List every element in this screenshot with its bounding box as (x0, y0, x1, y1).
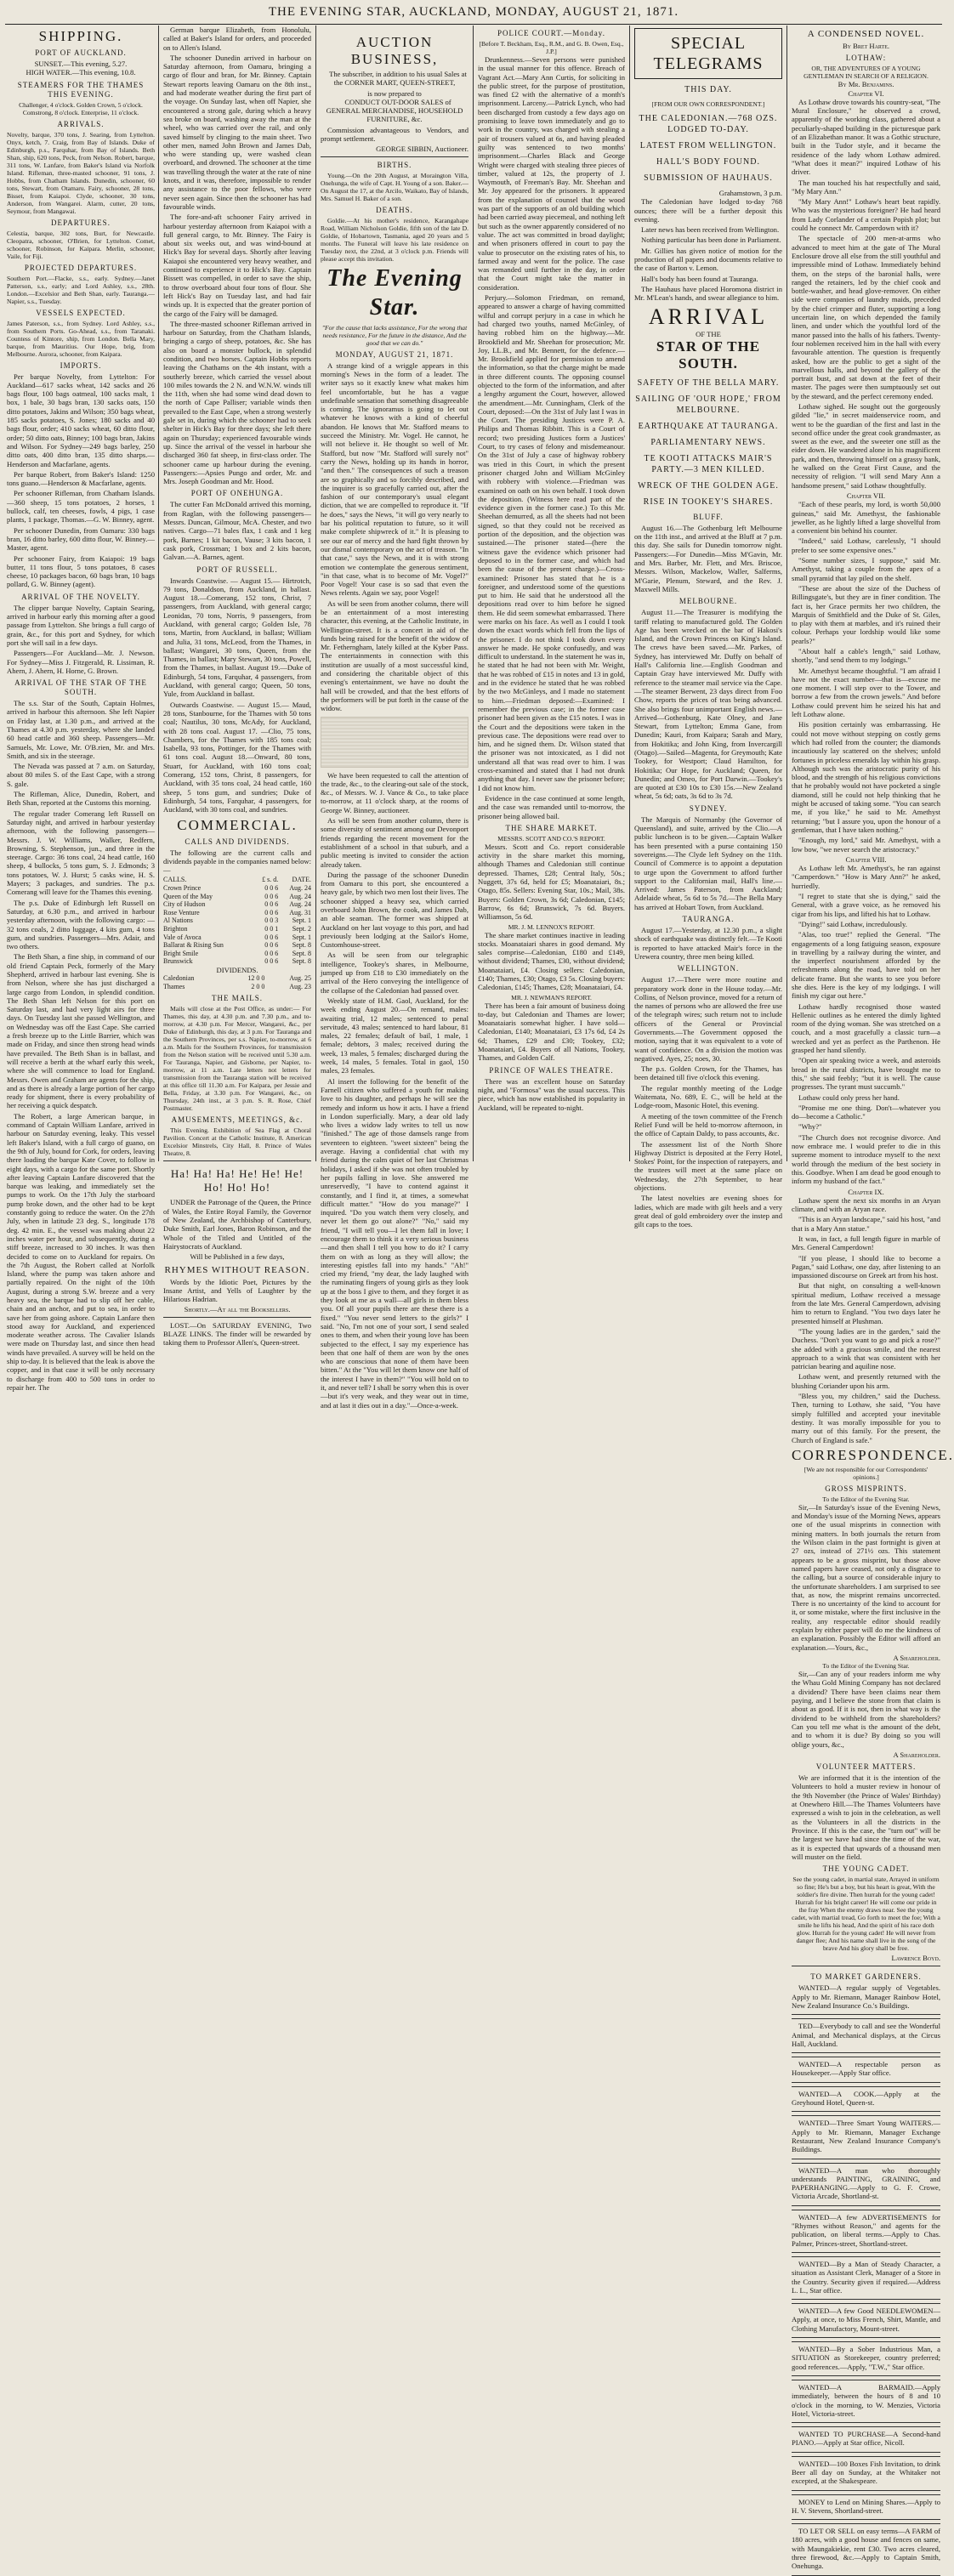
auction-advertisement (321, 29, 468, 157)
tauranga-heading: TAURANGA. (682, 915, 735, 924)
novel-text: Mr. Amethyst became thoughtful. "I am afraid I have not the exact number—that is—excuse me one moment. I will step over to the Tower, and borrow a few from the crown jewels." And before Lothaw could prevent him he seized his hat and left Lothaw alone. (792, 666, 940, 719)
theatre-heading: PRINCE OF WALES THEATRE. (489, 1065, 614, 1075)
telegram-text: The Marquis of Normanby (the Governor of Queensland), and suite, arrived by the Clio.—A public luncheon is to be given.—Captain Walker has been presented with a purse containing 150 sovereigns.—The Clyde left Sydney on the 11th. Council of Commerce is to appoint a deputation to urge upon the Government to afford further support to the Californian mail, Hall's line.—Arrived: James Paterson, from Auckland; Adelaide wheat, 5s 6d to 5s 7d.—The Bella Mary has arrived at Hobart Town, from Auckland. (634, 814, 782, 911)
imports-text: Per barque Novelty, from Lyttelton: For Auckland—617 sacks wheat, 142 sacks and 26 bags flour, 100 bags oatmeal, 100 sacks malt, 1 box, 1 bale, 30 bags bran, 130 sacks oats, 150 ditto potatoes, Jakins and Wilson; 350 bags wheat, 185 sacks potatoes, S. Jones; 180 sacks and 40 bags flour, order; 410 sacks wheat, 60 ditto flour, order; 50 ditto oats, Binney; 100 bags bran, Jakins and Wilson. For Sydney—249 bags barley, 250 ditto oats, 400 ditto bran, 135 ditto sharps.—Henderson and Macfarlane, agents. (7, 372, 155, 468)
deaths-text: Goldie.—At his mother's residence, Karangahape Road, William Nicholson Goldie, fifth son of the late D. Goldie, of Hobartown, Tasmania, aged 20 years and 5 months. The Funeral will leave his late residence on Tuesday next, the 22nd, at 3 o'clock p.m. Friends will please accept this invitation. (321, 216, 468, 263)
publish-line: Will be Published in a few days, (190, 1252, 285, 1262)
calls-table (163, 876, 311, 966)
booksellers-line: Shortly.—At all the Booksellers. (184, 1305, 291, 1314)
novel-text: "I regret to state that she is dying," said the General, with a grave voice, as he removed his cigar from his lips, and lifted his hat to Lothaw. (792, 892, 940, 918)
table-cell: Sept. 8 (292, 957, 311, 966)
novel-text: It was, in fact, a full length figure in marble of Mrs. General Camperdown! (792, 1234, 940, 1252)
police-heading: POLICE COURT.—Monday. (497, 29, 605, 37)
novel-text: "About half a cable's length," said Lothaw, shortly, "and send them to my lodgings." (792, 647, 940, 665)
blurred-print-area (321, 717, 468, 768)
expected-list: James Paterson, s.s., from Sydney. Lord Ashley, s.s., from Southern Ports. Go-Ahead, s.s., from Taranaki. Countess of Kintore, ship, from London. Bella Mary, barque, from Mauritius. Our Hope, brig, from Melbourne. Aurora, schooner, from Kaipara. (7, 319, 155, 358)
column-divider (158, 26, 159, 1161)
lennox-heading: MR. J. M. LENNOX'S REPORT. (508, 922, 595, 931)
article-text: Outwards Coastwise. — August 15.— Maud, 28 tons, Stanbourne, for the Thames with 50 tons coal; Nautilus, 30 tons, McAdy, for Auckland, with 28 tons coal. August 17. —Clio, 75 tons, Chambers, for the Thames with 185 tons coal; Isabella, 93 tons, Pottinger, for the Thames with 61 tons coal. August 18.—Onward, 80 tons, Stuart, for Auckland, with 160 tons coal; Comerang, 152 tons, Christ, 8 passengers, for Auckland, with 35 tons coal, 24 head cattle, 160 sheep, 5 tons gum, and sundries; Duke of Edinburgh, 54 tons, Farquhar, 4 passengers, for Auckland, with 30 tons coal, and sundries. (163, 700, 311, 814)
chapter-heading: Chapter VI. (848, 88, 884, 98)
novel-text: "These are about the size of the Duchess of Billingsgate's, but they are in finer condition. The fact is, her Grace permits her two children, the Marquis of Smithfield and the Duke of St. Giles, to play with them at marbles, and it's ruined their colour. Perhaps your lordship would like some pearls?" (792, 583, 940, 645)
classified-ad (792, 2057, 940, 2083)
novel-heading: A CONDENSED NOVEL. (807, 29, 925, 39)
novel-text: "My Mary Ann!" Lothaw's heart beat rapidly. Who was the mysterious foreigner? He had heard from Lady Corlander of a certain Popish plot; but could he connect Mr. Camperdown with it? (792, 197, 940, 233)
classified-ad (792, 2380, 940, 2423)
novel-text: "This is an Aryan landscape," said his host, "and that is a Mary Ann statue." (792, 1215, 940, 1233)
police-text: Drunkenness.—Seven persons were punished in the usual manner for this offence. Breach of Vagrant Act.—Mary Ann Curtis, for soliciting in the public street, for the purpose of prostitution, was fined £2 with the alternative of a month's imprisonment. Larceny.—Patrick Lynch, who had been discharged from custody a few days ago on promising to leave town immediately and go to work in the country, was charged with stealing a pair of trousers valued at 6s, and having pleaded guilty was sentenced to two months' imprisonment.—Charles Black and George Wright were charged with stealing three pieces of timber, valued at 12s, the property of J. Waymouth, of Freeman's Bay. Mr. Sheehan and Mr. Joy appeared for the prisoners. It appeared from the explanation of counsel that the wood was part of the supports of an old building which had been carried away piecemeal, and nothing left but such as the owner apparently considered of no value. The act was committed in broad daylight; and when prisoners offered in court to pay the value to prosecutor on the existing rates of his, to farmed away and went for the police. The case was remanded until further in the day, in order that the Court might take the matter in consideration. (478, 55, 625, 292)
ad-text: WANTED—A COOK.—Apply at the Greyhound Hotel, Queen-st. (792, 2089, 940, 2108)
wellington-heading: WELLINGTON. (677, 964, 740, 973)
novel-text: "Some number sizes, I suppose," said Mr. Amethyst, taking a couple from the apex of a small pyramid that lay piled on the shelf. (792, 556, 940, 582)
amusements-heading: AMUSEMENTS, MEETINGS, &c. (171, 1115, 304, 1125)
classified-ad (792, 2523, 940, 2575)
commercial-heading: COMMERCIAL. (177, 816, 298, 833)
classified-ad (792, 2303, 940, 2338)
telegram-text: Nothing particular has been done in Parliament. (641, 235, 781, 245)
rhymes-advertisement (163, 1160, 311, 1317)
table-cell: Al Nations (163, 916, 193, 925)
novel-text: As Lothaw drove towards his country-seat, "The Mural Enclosure," he observed a crowd, apparently of the working class, gathered about a peculiarly-shaped building in the picturesque park of an Elizabethan manor. It was a Gothic structure, built in the Tudor style, and it became the residence of the lady whom Lothaw admired. "What does it mean?" inquired Lothaw of his driver. (792, 97, 940, 177)
auction-heading: AUCTION BUSINESS, (350, 34, 439, 67)
letter-salutation: To the Editor of the Evening Star. (822, 1495, 910, 1503)
table-cell: 0 0 1 (264, 924, 279, 933)
dividends-heading: DIVIDENDS. (216, 965, 258, 974)
article-text: The p.s. Duke of Edinburgh left Russell on Saturday, at 6.30 p.m., and arrived in harbour yesterday afternoon, with the following cargo: —32 tons coals, 2 ditto luggage, 4 kits gum, 4 tons gum, and sundries. Passengers—Mrs. Adair, and two others. (7, 898, 155, 951)
auction-text: is now prepared to (367, 88, 422, 98)
novel-text: "If you please, I should like to become a Pagan," said Lothaw, one day, after listening to an impassioned discourse on Greek art from his host. (792, 1253, 940, 1280)
table-cell: Caledonian (163, 974, 195, 983)
imports-text: Per schooner Fairy, from Kaiapoi: 19 bags butter, 11 tons flour, 5 tons potatoes, 8 cases cheese, 10 packages bacon, 60 bags bran, 10 bags pollard, G. W. Binney (agent). (7, 553, 155, 589)
classified-ad (792, 2494, 940, 2521)
table-cell: Sept. 1 (292, 916, 311, 925)
classified-ad (792, 2256, 940, 2300)
table-cell: 12 0 0 (247, 974, 265, 983)
deaths-heading: DEATHS. (376, 205, 413, 214)
novel-text: "Indeed," said Lothaw, carelessly, "I should prefer to see some expensive ones." (792, 536, 940, 554)
novel-text: But that night, on consulting a well-known spiritual medium, Lothaw received a message from the late Mrs. General Camperdown, advising him to return to England. "You two days later he presented himself at Plushman. (792, 1281, 940, 1325)
editorial-text: As will be seen from another column, there will be an entertainment of a most interesting character, this evening, at the Catholic Institute, in Wellington-street. It is a concert in aid of the funds being raised for the benefit of the widow of Mr. Fetherngham, lately killed at the Kyber Pass. The entertainments in connection with this institution are usually of a most successful kind, and considering the charitable object of this evening's entertainment, we have no doubt the hall will be crowded, and that the best efforts of the performers will be put forth in the cause of the widow. (321, 599, 468, 713)
masthead-rule (5, 24, 942, 25)
table-cell: Thames (163, 982, 185, 990)
novel-text: "The Church does not recognise divorce. And now embrace me. I would prefer to die in this supreme moment to introduce myself to the next world through the medium of the best society in this. Goodbye. When I am dead be good enough to inform my husband of the fact." (792, 1132, 940, 1186)
caledonian-headline: THE CALEDONIAN.—768 OZS. LODGED TO-DAY. (639, 114, 778, 134)
novel-text: As Lothaw left Mr. Amethyst's, he ran against "Camperdown." "How is Mary Ann?" he asked, hurriedly. (792, 864, 940, 890)
ad-text: WANTED—By a Man of Steady Character, a situation as Assistant Clerk, Manager of a Store in the Country. Security given if required.—Address L. L., Star office. (792, 2259, 940, 2295)
ad-heading: TO MARKET GARDENERS. (810, 1972, 922, 1982)
novel-byline: By Bret Harte. (842, 42, 890, 50)
volunteer-heading: VOLUNTEER MATTERS. (815, 1762, 917, 1772)
letter-salutation: To the Editor of the Evening Star. (822, 1662, 910, 1671)
ad-text: TED—Everybody to call and see the Wonderful Animal, and Mechanical displays, at the Circus Hall, Auckland. (792, 2022, 940, 2048)
imports-heading: IMPORTS. (60, 360, 102, 370)
article-text: The Rifleman, Alice, Dunedin, Robert, and Beth Shan, reported at the Customs this morning. (7, 790, 155, 808)
novelty-text: The clipper barque Novelty, Captain Searing, arrived in harbour early this morning after a good passage from Lyttelton. She brings a full cargo of grain, &c., for this port and Sydney, for which port she will sail in a few days. (7, 603, 155, 647)
ad-text: MONEY to Lend on Mining Shares.—Apply to H. V. Stevens, Shortland-street. (792, 2497, 940, 2515)
table-cell: 0 0 6 (264, 900, 279, 909)
dividends-table (163, 974, 311, 990)
novel-text: "Bless you, my children," said the Duchess. Then, turning to Lothaw, she said, "You have simply fulfilled and accepted your inevitable destiny. It was morally impossible for you to marry out of this family. For the present, the Church of England is safe." (792, 1392, 940, 1444)
telegram-text: Mr. Gillies has given notice of motion for the production of all papers and documents relative to the case of Barton v. Lemon. (634, 246, 782, 273)
editorial-text: A strange kind of a wriggle appears in this morning's News in the form of a leader. The writer says so it exactly knew what makes him feel uncomfortable, but he has a vague undefinable sensation that something disagreeable is coming. The ignoramus is going to let out whatever he knows with a kind of cheerful abandon. He knows that Mr. Stafford means to succeed the Ministry. Mr. Vogel. He cannot, he will not believe it. He thought so well of Mr. Stafford, but now "Mr. Stafford will surely not" carry the News, holding up its hands in horror, "and then." The consequences of such a treason are so graphically and so forcibly described, and the inquirer is so gracefully carried out, after the fashion of our contemporary's usual elegant diction, that we are compelled to reproduce it. "If he does," says the News, "it will go very nearly to bar his political reputation to future, so it will make complete shipwreck of it." It is pleasing to see our ear of mercy and the hard fight thrown by our dismal contemporary on the act of treason. "In that case," says the News, and it is with strong emotion we contemplate the generous sentiment, "in that case, what is to become of Mr. Vogel?" Poor Vogel! Your case is so sad that even the News relents. Again we say, poor Vogel! (321, 360, 468, 598)
table-cell: Vale of Avoca (163, 933, 202, 941)
telegram-text: The Hauhaus have placed Horomona district in Mr. M'Lean's hands, and swear allegiance to him. (634, 284, 782, 303)
arrival-headline: ARRIVAL (648, 304, 769, 329)
editorial-text: As will be seen from our telegraphic intelligence, Tookey's shares, in Melbourne, jumped up from £18 to £30 immediately on the arrival of the Hero conveying the intelligence of the collapse of the Caledonian had passed over. (321, 950, 468, 995)
onehunga-heading: PORT OF ONEHUNGA. (190, 489, 284, 498)
steamers-heading: STEAMERS FOR THE THAMES THIS EVENING. (17, 80, 145, 99)
novel-text: "Enough, my lord," said Mr. Amethyst, with a low bow, "we never search the aristocracy." (792, 836, 940, 854)
auction-text: CONDUCT OUT-DOOR SALES of GENERAL MERCHANDISE, HOUSEHOLD FURNITURE, &c. (326, 97, 463, 124)
table-row (163, 916, 311, 925)
column-novel-correspondence (792, 26, 954, 2571)
patronage-text: UNDER the Patronage of the Queen, the Prince of Wales, the Entire Royal Family, the Governor of New Zealand, the Archbishop of Canterbury, Duke Smith, Earl Jones, Baron Robinson, and the Whole of the Titled and Untitled of the Hairystocrats of Auckland. (163, 1198, 311, 1251)
table-row (163, 884, 311, 893)
editorial-text: During the passage of the schooner Dunedin from Oamaru to this port, she encountered a heavy gale, by which two men lost their lives. The schooner shipped a heavy sea, which carried overboard John Brown, the cook, and James Dab, an able seaman. The former was shipped at Auckland on her last voyage to this port, and had previously been lodging at the Sailor's Home, Customhouse-street. (321, 870, 468, 950)
melbourne-heading: MELBOURNE. (679, 597, 738, 606)
article-text: The schooner Dunedin arrived in harbour on Saturday afternoon, from Oamaru, bringing a cargo of flour and bran, for Mr. Binney. Captain Stewart reports leaving Oamaru on the 8th inst., and had moderate weather during the first part of the voyage. On Sunday last, when off Napier, she encountered a strong gale, during which a heavy sea broke on board, washing away the man at the wheel, who was carried over the rail, and only saved himself by clinging to the main sheet. Two other men, named John Brown and James Dab, who were standing up, were washed clean overboard, and drowned. The schooner at the time was travelling through the water at the rate of nine knots, and it was, therefore, impossible to render any assistance to the poor fellows, who were never seen again. Since then the schooner has had favourable winds. (163, 53, 311, 211)
sydney-heading: SYDNEY. (689, 803, 728, 813)
haha-banner: Ha! Ha! Ha! He! He! He! Ho! Ho! Ho! (170, 1167, 304, 1194)
table-cell: Ballarat & Rising Sun (163, 941, 224, 950)
local-text: The p.s. Golden Crown, for the Thames, has been detained till five o'clock this evening. (634, 1064, 782, 1082)
of-the-line: OF THE (696, 329, 721, 338)
column-divider (629, 26, 630, 1161)
novel-text: "The young ladies are in the garden," said the Duchess. "Don't you want to go and pick a rose?" she added with a gracious smile, and the nearest approach to a wink that was consistent with her patrician bearing and aquiline nose. (792, 1326, 940, 1371)
table-row (163, 893, 311, 901)
table-cell: Sept. 2 (292, 924, 311, 933)
amusements-text: This Evening. Exhibition of Sea Flag at Choral Pavilion. Concert at the Catholic Institute, 8. American Excelsior Minstrels, City Hall, 8. Prince of Wales Theatre, 8. (163, 1126, 311, 1158)
table-cell: Aug. 25 (289, 974, 311, 983)
novel-text: Lothaw hardly recognised those wasted Hellenic outlines as he entered the dimly lighted room of the dying woman. She was stretched on a couch, and a most gracefully a classic turn—a wrecked and yet as perfect as the Parthenon. He grasped her hand silently. (792, 1001, 940, 1055)
auction-text: Commission advantageous to Vendors, and prompt settlement. (321, 125, 468, 144)
departures-list: Celestia, barque, 302 tons, Burt, for Newcastle. Cleopatra, schooner, O'Brien, for Lyttelton. Comet, schooner, Robinson, for Kaipara. Merlin, schooner, Vaile, for Fiji. (7, 229, 155, 260)
table-cell: 0 0 6 (264, 892, 279, 900)
column-shipping-cont (163, 26, 311, 1348)
poem-signature: Lawrence Boyd. (891, 1954, 940, 1963)
bluff-heading: BLUFF. (693, 512, 724, 521)
novel-text: Lothaw could only press her hand. (798, 1092, 900, 1102)
auction-signature: GEORGE SIBBIN, Auctioneer. (376, 145, 468, 154)
police-text: Perjury.—Solomon Friedman, on remand, appeared to answer a charge of having committed wilful and corrupt perjury in a case in which he had charged two youths, named McGinley, of having robbed him on the highway.—Mr. Brookfield and Mr. Sheehan for prosecution; Mr. Joy, LL.B., and Mr. Bennett, for the defence.—Mr. Brookfield applied for permission to amend the information, so that the charge might be made in three different counts. The opposing counsel objected to the form of the information, and after a lengthy argument the Court, however, allowed the amendment.—Mr. Cunningham, Clerk of the Court, deposed:—On the 31st of July last I was in the Court. The presiding Justices were P. A. Philips and Thomas Ribbitt. This is a Court of record; two presiding Justices form a Justices' Court, to try cases of felony and misdemeanour. On the 31st of July a case of highway robbery was tried in this Court, in which the present prisoner charged John and William McGinley with robbery with violence.—Friedman was examined on oath on his own behalf. I took down the deposition. (Witness here read part of the evidence given in the former case.) To this Mr. Sheehan demurred, as all the sheets had not been signed, so that they could not be received as portion of the deposition, and the objection was sustained.—The prisoner stated—(here the witness gave the evidence which prisoner had deposed to in the former case, and which had been the cause of the present charge.)—Cross-examined: Prisoner has stated that he is a foreigner, and understood some of the questions put to him. He said that he understood all the depositions read over to him before he signed them. He did seem somewhat embarrassed. There were marks on his face. As well as I could I took down the exact words which fell from the lips of the prisoner. I do not think I took down every answer he made. He spoke confusedly, and was difficult to understand. In the statement he was in, he stated that he had not been with Mr. Weight, that he was robbed of £15 in notes and 13 in gold, and in the evidence he stated that he was robbed by the two McGinleys, and I made no statement to him.—Friedman deposed:—Examined: I remember the previous case; in the former case prisoner had been given as the £15 notes. I was in the Court and the depositions were taken in the previous case. The depositions were read over to him, and he signed them. Dr. Wilson stated that the prisoner was not intoxicated, as I did not understand all that was read over to him. I was cross-examined and stated that I had not drunk anything that day. I never saw the prisoner before; I did not know him. (478, 293, 625, 792)
russell-heading: PORT OF RUSSELL. (196, 565, 278, 574)
novel-text: Lothaw sighed. He sought out the gorgeously gilded "lie," in secret maidenservice room, and went to be the guardian of the first and last in the second office under the great cook grandmaster, as sweet as the ewe, and the sweeter one still as the eider down. He wandered alone in his magnificent park, and then, throwing himself on a grassy bank, he walked on the Great First Cause, and the necessity of religion. "I will send Mary Ann a handsome present," said Lothaw thoughtfully. (792, 401, 940, 490)
ad-text: WANTED—A few Good NEEDLEWOMEN—Apply, at once, to Miss French, Shirt, Mantle, and Clothing Manufactory, Mount-street. (792, 2306, 940, 2333)
letter-signature: A Shareholder. (893, 1750, 940, 1759)
telegram-text: August 16.—The Gothenburg left Melbourne on the 11th inst., and arrived at the Bluff at 7 p.m. this day. She sails for Dunedin tomorrow night. Passengers:—For Dunedin—Miss M'Gavin, Mr. and Mrs. Barber, Mr. Flett, and Mrs. Briscoe, Messrs. Wilson, Mackelow, Waller, Salferms, M'Garie, Plenum, Steward, and the Rev. J. Maxwell Mills. (634, 523, 782, 593)
lothaw-subtitle: OR, THE ADVENTURES OF A YOUNG GENTLEMAN IN SEARCH OF A RELIGION. (804, 65, 928, 81)
editorial-text: We have been requested to call the attention of the trade, &c., to the clearing-out sale of the stock, &c., of Messrs. W. J. Vance & Co., to take place to-morrow, at 11 o'clock sharp, at the rooms of George W. Binney, auctioneer. (321, 770, 468, 814)
high-water-line: HIGH WATER.—This evening, 10.8. (26, 68, 136, 77)
classified-ad (792, 1966, 940, 2015)
telegram-text: August 11.—The Treasurer is modifying the tariff relating to manufactured gold. The Golden Age has been wrecked on the bar of Hakosi's Island, and the Crown Princess on King's Island. The crews have been saved.—Mr. Parkes, of Sydney, has interviewed Mr. Duffy on behalf of Hall's California line.—English Goodman and Captain Gray have interviewed Mr. Duffy with reference to the steamer mail service via the Cape.—The steamer Berwent, 23 days direct from Foo Chow, reports the prices of teas being advanced. She also brings four unimportant English news.—Arrived—Gothenburg, Kate Olney, and Jane Stewart, from Lyttelton; Emma Gane, from Dunedin; Kauri, from Kaipara; Sarah and Mary, from Hokitika; and John King, from Invercargill (Otago).—Sailed—Magenta, for Greymouth; Kate Tookey, for Westport; Claud Hamilton, for Hokitika; Our Hope, for Auckland; Queen, for Dunedin; and Omeo, for Port Darwin.—Tookey's are quoted at £30 10s to £30 15s.—New Zealand wheat, 5s 6d; oats, 3s 6d to 3s 7d. (634, 608, 782, 801)
star-south-heading: ARRIVAL OF THE STAR OF THE SOUTH. (14, 678, 147, 697)
novel-text: The man touched his hat respectfully and said, "My Mary Ann." (792, 178, 940, 196)
table-row (163, 909, 311, 917)
correspondence-heading: CORRESPONDENCE. (792, 1446, 954, 1463)
local-text: The regular monthly meeting of the Lodge Waitemata, No. 689, E. C., will be held at the Lodge-room, Masonic Hotel, this evening. (634, 1083, 782, 1110)
shipping-heading: SHIPPING. (38, 28, 123, 44)
novel-text: "Why?" (798, 1122, 822, 1132)
calls-intro: The following are the current calls and dividends payable in the companies named below:— (163, 848, 311, 875)
lost-notice: LOST.—On SATURDAY EVENING, Two BLAZE LINKS. The finder will be rewarded by taking them to Professor Allen's, Queen-street. (163, 1320, 311, 1348)
police-text: Evidence in the case continued at some length, and the case was remanded until to-morrow, the prisoner being allowed bail. (478, 793, 625, 820)
article-text: Inwards Coastwise. — August 15.— Hirtrotch, 79 tons, Donaldson, from Auckland, in ballast. August 18.—Comerang, 152 tons, Christ, 7 passengers, from Auckland, with general cargo; Leonidas, 70 tons, Norris, 9 passengers, from Auckland, with general cargo; Golden Isle, 78 tons, Martin, from Auckland, in ballast; William and Julia, 31 tons, McLeod, from the Thames, in ballast; Wangarei, 30 tons, Queen, from the Thames, in ballast; Mary Stewart, 30 tons, Powell, from the Thames, in ballast. August 19.—Duke of Edinburgh, 54 tons, Farquhar, 4 passengers, from Auckland, with general cargo; Queen, 50 tons, Yule, from Auckland in ballast. (163, 576, 311, 699)
article-text: The Robert, a large American barque, in command of Captain William Lanfare, arrived in harbour on Saturday evening, leaky. This vessel left Baker's Island, with a full cargo of guano, on the 9th of July, bound for Cork, for orders, leaving there loading the barque Kate Cover, to follow in eight days, with a cargo for the same port. Shortly after leaving Captain Lanfare discovered that the barque was leaking, and immediately set the pumps to work. On the 17th July the starboard pump broke down, and the other had to be kept constantly going to reduce the water. On the 27th July, when in latitude 23 deg. S., longitude 178 deg. 42 min. E., the vessel was making about 22 inches water per hour, and subsequently, during a stiff breeze, increased to 30 inches. It was then decided to come on to Auckland for repairs. On the 7th August, the Robert called at Norfolk Island, where the pump was taken ashore and partially repaired. On the night of the 10th August, during a strong S.W. breeze and a very heavy sea, the barque had to slip off her cable, chain and an anchor, and put to sea, in order to save her from going ashore. Captain Lanfare then stood away for Auckland, and experienced moderate weather across. The Cavalier Islands were made on Thursday last, and since then head winds have prevailed. A survey will be held on the ship to-day. It is believed that the leak is above the copper, and in that case it will be only necessary to discharge from 400 to 500 tons in order to repair her. The (7, 1111, 155, 1392)
ad-text: WANTED—A regular supply of Vegetables. Apply to Mr. Riemann, Manager Rainbow Hotel, New Zealand Insurance Co.'s Buildings. (792, 1983, 940, 2010)
port-heading: PORT OF AUCKLAND. (35, 48, 127, 57)
dateline: Grahamstown, 3 p.m. (718, 189, 782, 197)
telegram-text: The Caledonian have lodged to-day 768 ounces; there will be a further deposit this evening. (634, 197, 782, 224)
classified-ad (792, 2018, 940, 2053)
article-text: The regular trader Comerang left Russell on Saturday night, and arrived in harbour yesterday afternoon, with the following passengers—Messrs. J. W. Williams, Walker, Redfern, Browning, S. Stephenson, jun., and three in the steerage. Cargo: 36 tons coal, 24 head cattle, 160 sheep, 4 bullocks, 5 tons gum, S. J. Edmonds; 3 tons potatoes, W. J. Hurst; 5 casks wine, H. S. Mayers; 3 packages, and sundries. The p.s. Comerang will leave for the Thames this evening. (7, 809, 155, 897)
share-text: The share market continues inactive in leading stocks. Moanataiari shares in good demand. My sales comprise—Caledonian, £180 and £149, without dividend; Thames, £30, without dividend; Moanataiari, £4. Closing sellers: Caledonian, £140; Thames, £30; Otago, £3 5s. Closing buyers: Caledonian, £145; Thames, £28; Moanataiari, £4. (478, 930, 625, 992)
column-editorial (321, 26, 468, 1410)
column-police-court (478, 26, 625, 1161)
column-divider (786, 26, 787, 1161)
ad-text: WANTED—100 Boxes Fish Invitation, to drink Beer all day on Sunday, at the Whitaker not excepted, at the Shakespeare. (792, 2459, 940, 2486)
letter-text: Sir,—Can any of your readers inform me why the Whau Gold Mining Company has not declared a dividend? There have been claims near them paying, and I believe the stone from that claim is about as good. If it is not, then in what way is the dividend to be withheld from the shareholders? Can you tell me what is the amount of the debt, and to whom it is due? By doing so you will oblige yours, &c., (792, 1670, 940, 1749)
ad-text: WANTED—Three Smart Young WAITERS.—Apply to Mr. Riemann, Manager Exchange Restaurant, New Zealand Insurance Company's Buildings. (792, 2119, 940, 2154)
arrivals-heading: ARRIVALS. (57, 119, 105, 128)
ad-text: WANTED—A BARMAID.—Apply immediately, between the hours of 8 and 10 o'clock in the morning, to W. Menzies, Victoria Hotel, Victoria-street. (792, 2382, 940, 2418)
novel-text: "Open air speaking twice a week, and asteroids bread in the rural districts, have brought me to this," she said feebly; "but it is well. The cause progresses. The tyrant must succumb." (792, 1056, 940, 1092)
poem-text: See the young cadet, in martial state, Arrayed in uniform so fine; He's but a boy, but his heart is great, With the soldier's fire divine. Then hurrah for the young cadet! Hurrah for his bright career! He will come our pride in the fray When the enemy draws near. See the young cadet, with martial tread, Go forth to meet the foe; With a smile he lifts his head, And the spirit of his race doth glow. Hurrah for the young cadet! He will never from danger flee; And his name shall live in the song of the brave And his glory shall be free. (792, 1875, 940, 1953)
nameplate-motto: "For the cause that lacks assistance, For the wrong that needs resistance, For the future in the distance, And the good that we can do." (321, 323, 468, 347)
evening-star-nameplate: The Evening Star. (327, 264, 463, 321)
novelty-heading: ARRIVAL OF THE NOVELTY. (21, 592, 140, 601)
column-divider (473, 26, 474, 1161)
table-cell: Aug. 24 (289, 884, 311, 893)
table-cell: 0 0 6 (264, 884, 279, 893)
novel-text: Lothaw spent the next six months in an Aryan climate, and with an Aryan race. (792, 1195, 940, 1214)
table-cell: Aug. 24 (289, 900, 311, 909)
ad-text: WANTED—By a Sober Industrious Man, a SITUATION as Storekeeper, country preferred; good references.—Apply, "T.W.," Star office. (792, 2345, 940, 2371)
table-cell: 0 0 6 (264, 949, 279, 957)
table-cell: 0 0 6 (264, 908, 279, 916)
novel-text: "Promise me one thing. Don't—whatever you do—become a Catholic." (792, 1103, 940, 1121)
special-telegrams-heading: SPECIAL TELEGRAMS (653, 34, 764, 73)
departures-heading: DEPARTURES. (51, 218, 111, 227)
table-header: DATE. (292, 876, 311, 884)
tookey-headline: RISE IN TOOKEY'S SHARES. (643, 496, 774, 507)
novel-text: "Dying!" said Lothaw, incredulously. (798, 919, 907, 928)
table-row (163, 925, 311, 933)
column-divider (315, 26, 316, 1161)
misprints-heading: GROSS MISPRINTS. (825, 1484, 907, 1493)
column-shipping (7, 26, 155, 1392)
table-header: CALLS. (163, 876, 187, 884)
calls-heading: CALLS AND DIVIDENDS. (185, 837, 290, 846)
table-row (163, 957, 311, 966)
arrivals-list: Novelty, barque, 370 tons, J. Searing, from Lyttelton. Onyx, ketch, 7. Craig, from Bay of Islands. Duke of Edinburgh, p.s., Farquhar, from Bay of Islands. Beth Shan, ship, 620 tons, Peck, from Nelson. Robert, barque, 311 tons, W. Lanfare, from Baker's Island via Norfolk Island. Rifleman, three-masted schooner, 91 tons, J. Hobbs, from Chatham Islands. Dunedin, schooner, 60 tons, Stewart, from Otamaru. Fairy, schooner, 28 tons, Bisset, from Kaiapoi. Clyde, schooner, 30 tons, Anderson, from Wangarei. Alarm, cutter, 20 tons, Seymour, from Mangawai. (7, 130, 155, 215)
table-row (163, 900, 311, 909)
ad-text: WANTED—A respectable person as Housekeeper.—Apply Star office. (792, 2060, 940, 2078)
imports-text: Per schooner Rifleman, from Chatham Islands.—360 sheep, 15 tons potatoes, 2 horses, 1 bullock, calf, ten cheeses, fowls, 4 pigs, 1 case plants, 1 package, Thomas.—G. W. Binney, agent. (7, 489, 155, 525)
projected-list: Southern Port.—Flacke, s.s., early. Sydney.—Janet Patterson, s.s., early; and Lord Ashley, s.s., 28th. London.—Excelsior and Beth Shan, early. Tauranga.—Napier, s.s., Tuesday. (7, 274, 155, 305)
novelty-text: Passengers—For Auckland—Mr. J. Newson. For Sydney—Miss J. Fitzgerald, R. Lissiman, R. Ahern, J. Ahern, H. Horne, G. Brown. (7, 649, 155, 675)
ad-text: WANTED—A few ADVERTISEMENTS for "Rhymes without Reason," and agents for the publication, on liberal terms.—Apply to Chas. Palmer, Princes-street, Shortland-street. (792, 2212, 940, 2248)
table-cell: Queen of the May (163, 892, 213, 900)
table-row (163, 983, 311, 991)
imports-text: Per barque Robert, from Baker's Island: 1250 tons guano.—Henderson & Macfarlane, agents. (7, 469, 155, 488)
article-text: The s.s. Star of the South, Captain Holmes, arrived in harbour this afternoon. She left Napier on Friday last, at 1.30 p.m., and arrived at the Thames at 4.30 p.m. yesterday, where she landed 60 head cattle and 360 sheep. Passengers—Mr. Samuels, Mr. Lowe, Mr. O'B.rien, Mr. and Mrs. Smith, and six in the steerage. (7, 699, 155, 760)
share-text: There has been a fair amount of business doing to-day, but Caledonian and Thames are lower; Moanataiaris somewhat higher. I have sold—Caledonian, £140; Moanataiari, £3 17s 6d, £4 2s 6d; Thames, £29 and £30; Tookey, £32; Moanataiari, £4. Buyers of all Nations, Tookey, Thames, and Golden Calf. (478, 1001, 625, 1063)
novel-text: "Each of these pearls, my lord, is worth 50,000 guineas," said Mr. Amethyst, the fashionable jeweller, as he lightly lifted a large shovelful from a convenient bin behind his counter. (792, 500, 940, 536)
column-telegrams (634, 26, 782, 1229)
table-cell: Rose Venture (163, 908, 200, 916)
police-subheading: [Before T. Beckham, Esq., R.M., and G. B. Owen, Esq., J.P.] (479, 40, 624, 55)
classified-ad (792, 2115, 940, 2159)
rhymes-title: RHYMES WITHOUT REASON. (164, 1264, 310, 1275)
golden-age-headline: WRECK OF THE GOLDEN AGE. (638, 480, 779, 491)
table-cell: Aug. 31 (289, 908, 311, 916)
earthquake-headline: EARTHQUAKE AT TAURANGA. (638, 421, 779, 431)
special-telegrams-box (634, 28, 782, 79)
star-south-headline: STAR OF THE SOUTH. (656, 338, 761, 372)
ad-text: WANTED—A man who thoroughly understands PAINTING, GRAINING, and PAPERHANGING.—Apply to G. F. Crowe, Victoria Arcade, Shortland-st. (792, 2165, 940, 2201)
article-text: The Beth Shan, a fine ship, in command of our old friend Captain Peck, formerly of the Mary Shepherd, arrived in harbour last evening. She is from Nelson, where she has just discharged a large cargo from London, in splendid condition. The Beth Shan left Nelson for this port on Saturday last, and had very light airs for three days. On Tuesday last she passed Wellington, and on Wednesday was off the East Cape. She carried a fresh breeze up to the Little Barrier, which was made on Friday, and since then strong head winds have prevailed. The Beth Shan is in ballast, and will receive a berth at the wharf early this week, where she will commence to load for England. Messrs. Owen and Graham are agents for the ship, and as there is already a large portion of her cargo ready for shipment, there is every probability of her receiving a quick despatch. (7, 952, 155, 1110)
correspondent-note: [FROM OUR OWN CORRESPONDENT.] (651, 100, 765, 108)
telegram-text: August 17.—There were more routine and preparatory work done in the House today.—Mr. Collins, of Nelson province, moved for a return of the names of persons who are allowed the free use of the telegraph wires; such return not to include officers of the General or Provincial Governments.—The Government opposed the motion, saying that it was equivalent to a vote of want of confidence. On a division the motion was negatived. Ayes, 25; noes, 30. (634, 975, 782, 1063)
mails-text: Mails will close at the Post Office, as under:— For Thames, this day, at 4.30 p.m. and 7.30 p.m., and to-morrow, at 4.30 p.m. For Mercer, Wangarei, &c., per Duke of Edinburgh, this day, at 3 p.m. For Tauranga and the Southern Provinces, per s.s. Napier, to-morrow, at 6 a.m. Mails for the Southern Provinces, for transmission from the Nelson station will be received until 5.30 a.m. For Tauranga, Napier, and Gisborne, per Napier, to-morrow, at 11 a.m. Late letters not letters for transmission from the Tauranga station will be received at this office till 11.30 a.m. For Kaipara, per Jessie and Bella, Friday, at 3.30 p.m. For Wangarei, &c., on Thursday, 24th inst., at 3 p.m. S. R. Rose, Chief Postmaster. (163, 1005, 311, 1113)
ad-text: WANTED TO PURCHASE—A Second-hand PIANO.—Apply at Star office, Nicoll. (792, 2430, 940, 2448)
table-cell: City of Hudson (163, 900, 206, 909)
novel-text: "Alas, too true!" replied the General. "The engagements of a long fatiguing season, exposure in travelling by a railway during the winter, and the imperfect nourishment afforded by the refreshments along the road, have told on her delicate frame. But she wants to see you before she dies. Here is the key of my lodgings. I will finish my cigar out here." (792, 930, 940, 1001)
telegram-text: Hall's body has been found at Tauranga. (641, 274, 758, 283)
table-cell: Brighton (163, 924, 188, 933)
our-hope-headline: SAILING OF 'OUR HOPE,' FROM MELBOURNE. (635, 394, 781, 415)
wellington-headline: LATEST FROM WELLINGTON. (639, 141, 777, 150)
editorial-text: Weekly state of H.M. Gaol, Auckland, for the week ending August 20.—On remand, males: awaiting trial, 12 males; sentenced to penal servitude, 43 males; sentenced to hard labour, 81 males, 22 females; default of bail, 1 male, 1 female; debtors, 3 males; received during the week, 13 males, 5 females; discharged during the week, 14 males, 5 females. Total in gaol, 150 males, 23 females. (321, 996, 468, 1075)
newman-heading: MR. J. NEWMAN'S REPORT. (511, 993, 592, 1001)
table-header: £ s. d. (262, 876, 279, 884)
theatre-text: There was an excellent house on Saturday night, and "Formosa" was the usual success. This piece, which has now established its popularity in Auckland, will be repeated to-night. (478, 1076, 625, 1112)
letter-signature: A Shareholder. (893, 1653, 940, 1662)
local-text: A meeting of the town committee of the French Relief Fund will be held to-morrow afternoon, in the office of Captain Daldy, to pass accounts, &c. (634, 1111, 782, 1138)
table-row (163, 950, 311, 958)
births-heading: BIRTHS. (377, 160, 412, 169)
hall-headline: HALL'S BODY FOUND. (656, 157, 760, 167)
volunteer-text: We are informed that it is the intention of the Volunteers to hold a muster review in honour of the 9th November (the Prince of Wales' Birthday) at Onewhero Hill.—The Thames Volunteers have expressed a wish to join in the celebration, as well as the Volunteers in all the districts in the Province. If this is the case, the "turn out" will be the largest we have had since the time of the war, as it is expected that upwards of a thousand men will muster on the field. (792, 1773, 940, 1861)
editorial-text: As will be seen from another column, there is some diversity of sentiment among our Devonport friends regarding the recent movement for the establishment of a school in that suburb, and a public meeting is invited to consider the action already taken. (321, 816, 468, 869)
article-text: The three-masted schooner Rifleman arrived in harbour on Saturday, from the Chatham Islands, bringing a cargo of sheep, potatoes, &c. She has also on board a monster bullock, in splendid condition, and two horses. Captain Hobbs reports leaving the Chathams on the 4th instant, with a southerly breeze, which carried the vessel about 100 miles towards the 2 N. and W.N.W. winds till the 11th, when she had some wind dead down to the north of Cape Palliser; variable winds then prevailed to the East Cape, when a strong westerly gale set in, during which the schooner had to seek shelter in Hick's Bay for three days; she left there again on Thursday; experienced favourable winds up. Since the arrival of the vessel in harbour she discharged 360 fat sheep, in first-class order. The schooner came up harbour during the evening. Passengers:—Apsies Pungo and order, Mr. and Mrs. Joseph Goodman and Mr. Hood. (163, 319, 311, 486)
imports-text: Per schooner Dunedin, from Oamaru: 330 bags bran, 16 ditto barley, 600 ditto flour, W. Binney.—Master, agent. (7, 525, 155, 553)
letter-text: Sir,—In Saturday's issue of the Evening News, and Monday's issue of the Morning News, appears one of the usual misprints in connection with mining matters. In both journals the return from the Wilson claim in the past fortnight is given at 27 ozs, instead of 271½ ozs. This statement appears to be a gross misprint, but those above named papers have ceased, not only a disgrace to the calling, but a source of considerable injury to the unfortunate shareholders. I am surprised to see that, as now, the misprint remains uncorrected. There is no uncertainty of the kind to account for it, or some mistake, where the first inclusive in the reality, any respectable editor should readily explain by either paper will do me the kindness of an explanation. Possibly the Editor will afford an explanation.—Yours, &c., (792, 1502, 940, 1652)
ad-text: TO LET OR SELL on easy terms—A FARM of 180 acres, with a good house and fences on same, with Maungakiekie, rent £30. Two acres cleared, three firewood, &c.—Apply to Captain Smith, Onehunga. (792, 2527, 940, 2571)
table-cell: 0 0 3 (264, 916, 279, 925)
table-row (163, 933, 311, 942)
classified-ad (792, 2426, 940, 2453)
table-header-row (163, 876, 311, 884)
this-day: THIS DAY. (684, 85, 732, 94)
table-cell: 0 0 6 (264, 941, 279, 950)
rhymes-text: Words by the Idiotic Poet, Pictures by the Insane Artist, and Yells of Laughter by the Hilarious Hadrian. (163, 1277, 311, 1304)
novel-text: His position certainly was embarrassing. He could not move without stepping on costly gems which had rolled from the counter; the diamonds incautiously lay scattered on the shelves; unfold fortunes in priceless emeralds lay within his grasp. Although such was the aristocratic purity of his blood, and the strength of his religious convictions that he probably would not have pocketed a single diamond, still he could not help thinking that he might be accused of taking some. "You can search me, if you like," he said to Mr. Amethyst returning; "but I assure you, upon the honour of a gentleman, that I have taken nothing." (792, 720, 940, 834)
table-cell: Aug. 24 (289, 892, 311, 900)
editorial-text: Al insert the following for the benefit of the Farnell citizen who suffered a youth for making love to his daughter, and perhaps he will see the remedy and inform us how it acts. I have a friend in London superficially. Mary, a dear old lady who lives a widow lady writes to tell us now "finished." The age of those damsels range from seventeen to eighteen. "sweet sixteen" being the average. Having a confidential chat with my friend during the calm quiet of her last Christmas holidays, I asked if she was not often troubled by her pupils falling in love. She answered me unreservedly, "I have to contend against it constantly, and I find it, at times, a somewhat difficult matter." "How do you manage?" I inquired. "Do you watch them very closely, and never let them go out alone?" "No," said my friend, "I will tell you—I let them fall in love; I encourage them to think it a very serious business—and then shall I tell you how to do it? I carry them on with as long as they will allow; the interesting epistles fall into my hands." "Ah!" cried my friend, "my dear, the lady laughed with the ruminating fingers of young girls as they look up at the boss I give to them, and they forget it as they look at me as a wall—all girls in them bless you. Of all your pupils there are these there is a fixed." "You never send letters to the girls?" I said. "No, I'm not one of your sort, I send sealed ones to them, and when their young love has been subjected to the effect, I say my experience has been that one half of them are won by the ones who are conscious that none of them have been bitten." At the "You will let them know one half of the interest I have in them?" "You will hold on to it, and never tell? I shall be sorry when this is over—but it's very weak, and they wear out in time, and at last it dies out in a day."—Once-a-week. (321, 1076, 468, 1410)
article-text: German barque Elizabeth, from Honolulu, called at Baker's Island for orders, and proceeded on to Allen's Island. (163, 26, 311, 52)
table-row (163, 974, 311, 983)
chapter-heading: Chapter VIII. (845, 854, 887, 864)
novel-text: Lothaw went, and presently returned with the blushing Coriander upon his arm. (792, 1372, 940, 1390)
parliament-headline: PARLIAMENTARY NEWS. (650, 437, 766, 447)
share-report-heading: MESSRS. SCOTT AND CO.'S REPORT. (497, 834, 605, 843)
table-cell: Aug. 23 (289, 982, 311, 990)
table-row (163, 941, 311, 950)
telegram-text: August 17.—Yesterday, at 12.30 p.m., a slight shock of earthquake was distinctly felt.—Te Kooti is reported to have attacked Mair's force in the Urewera country, three men being killed. (634, 926, 782, 961)
table-cell: 0 0 6 (264, 957, 279, 966)
share-market-heading: THE SHARE MARKET. (505, 823, 598, 832)
steamers-list: Challenger, 4 o'clock. Golden Crown, 5 o'clock. Comstrong, 8 o'clock. Enterprise, 11 o'clock. (19, 100, 143, 116)
auction-text: The subscriber, in addition to his usual Sales at the CORNER MART, QUEEN-STREET, (329, 70, 467, 88)
local-text: The assessment list of the North Shore Highway District is deposited at the Ferry Hotel, Stokes' Point, for the inspection of ratepayers, and the trustees will meet at the same place on Wednesday, the 27th September, to hear objections. (634, 1139, 782, 1193)
bella-mary-headline: SAFETY OF THE BELLA MARY. (637, 377, 780, 388)
novel-text: The spectacle of 200 men-at-arms who advanced to meet him at the gate of The Mural Enclosure drove all else from the still youthful and impressible mind of Lothaw. Immediately behind them, on the steps of the baronial halls, were ranged the retainers, led by the chief cook and bottle-washer, and head glove-remover. On either side were companies of laundry maids, preceded by the chief crimper and fluter, supporting a long uncertain line, on which depended the family linen, and under which the youthful lord of the manor passed into the halls of his fathers. Twenty-four noblemen received him in the hall with every favourable attention. The question is frequently asked, how are the public to get a sight of the marvellous halls, and beyond the gallery of the portrait bust, and sat down at the feet of their master. The pages were then sumptuously set out by the steward, and the perfect ceremony ended. (792, 234, 940, 400)
masthead-title: THE EVENING STAR, AUCKLAND, MONDAY, AUGUST 21, 1871. (268, 5, 679, 19)
table-cell: Sept. 8 (292, 941, 311, 950)
chapter-heading: Chapter VII. (846, 491, 886, 500)
chapter-heading: Chapter IX. (848, 1187, 884, 1196)
table-cell: 2 0 0 (251, 982, 265, 990)
table-cell: Crown Prince (163, 884, 202, 893)
classified-ad (792, 2341, 940, 2376)
table-cell: Brunswick (163, 957, 193, 966)
local-text: The latest novelties are evening shoes for ladies, which are made with gilt heels and a very great deal of gold embroidery over the instep and gilt caps to the toes. (634, 1194, 782, 1229)
lothaw-title: LOTHAW: (845, 54, 887, 63)
telegram-text: Later news has been received from Wellington. (641, 225, 780, 235)
hauhaus-headline: SUBMISSION OF HAUHAUS. (644, 173, 773, 183)
poem-heading: THE YOUNG CADET. (822, 1864, 910, 1874)
classified-ad (792, 2163, 940, 2206)
classified-ad (792, 2086, 940, 2113)
mails-heading: THE MAILS. (212, 994, 263, 1003)
births-text: Young.—On the 20th August, at Moraington Villa, Onehunga, the wife of Capt. H. Young of a son. Baker.—On August the 17, at the Arcilo, Waikato, Bay of Islands, Mrs. Samuel H. Baker of a son. (321, 171, 468, 202)
issue-date: MONDAY, AUGUST 21, 1871. (335, 349, 454, 359)
share-text: Messrs. Scott and Co. report considerable activity in the share market this morning, although Thames and Caledonian still continue depressed. Thames, £28; Central Italy, 50s.; Nuggett, 37s 6d, held for £5; Moanataiari, 8s.; Otago, 85s. Sellers: Evening Star, 10s.; Mail, 38s. Buyers: Golden Crown, 3s 6d; Caledonian, £145; Barrow, 6s 6d; Brunswick, 7s 6d. Buyers. Williamson, 5s 6d. (478, 842, 625, 922)
table-cell: 0 0 6 (264, 933, 279, 941)
correspondence-note: [We are not responsible for our Correspondents' opinions.] (804, 1465, 928, 1481)
article-text: The cutter Fan McDonald arrived this morning, from Raglan, with the following passengers—Messrs. Duncan, Gilmour, McA. Chester, and two natives. Cargo—71 bales flax, 1 cask and 1 keg pork, Barnes; 1 kit bacon, Vause; 3 kits bacon, 1 cask pork, Crossman; 1 box and 2 kits bacon, Galvan.—A. Barnes, agent. (163, 500, 311, 562)
classified-ad (792, 2456, 940, 2491)
classified-ad (792, 2210, 940, 2253)
table-cell: Sept. 1 (292, 933, 311, 941)
article-text: The Nevada was passed at 7 a.m. on Saturday, about 80 miles S. of the East Cape, with a strong S. gale. (7, 762, 155, 788)
page-masthead (0, 5, 947, 22)
article-text: The fore-and-aft schooner Fairy arrived in harbour yesterday afternoon from Kaiapoi with a full general cargo, to Mr. Binney. The Fairy is about six weeks out, and was wind-bound at Hick's Bay for several days. Shortly after leaving Kaiapoi she encountered very heavy weather, and continued to experience it to Hick's Bay. Captain Bissett was compelled, in order to save the ship, to throw overboard about four tons of flour. She left Hick's Bay on Tuesday last, and had fair winds up. It is expected that the greater portion of the cargo of the Fairy will be damaged. (163, 213, 311, 318)
projected-heading: PROJECTED DEPARTURES. (24, 263, 138, 272)
te-kooti-headline: TE KOOTI ATTACKS MAIR'S PARTY.—3 MEN KILLED. (644, 453, 773, 474)
sunset-line: SUNSET.—This evening, 5.27. (34, 60, 128, 68)
table-cell: Sept. 8 (292, 949, 311, 957)
lothaw-byline: By Mr. Benjamins. (838, 80, 894, 89)
table-cell: Bright Smile (163, 949, 199, 957)
expected-heading: VESSELS EXPECTED. (36, 308, 126, 317)
